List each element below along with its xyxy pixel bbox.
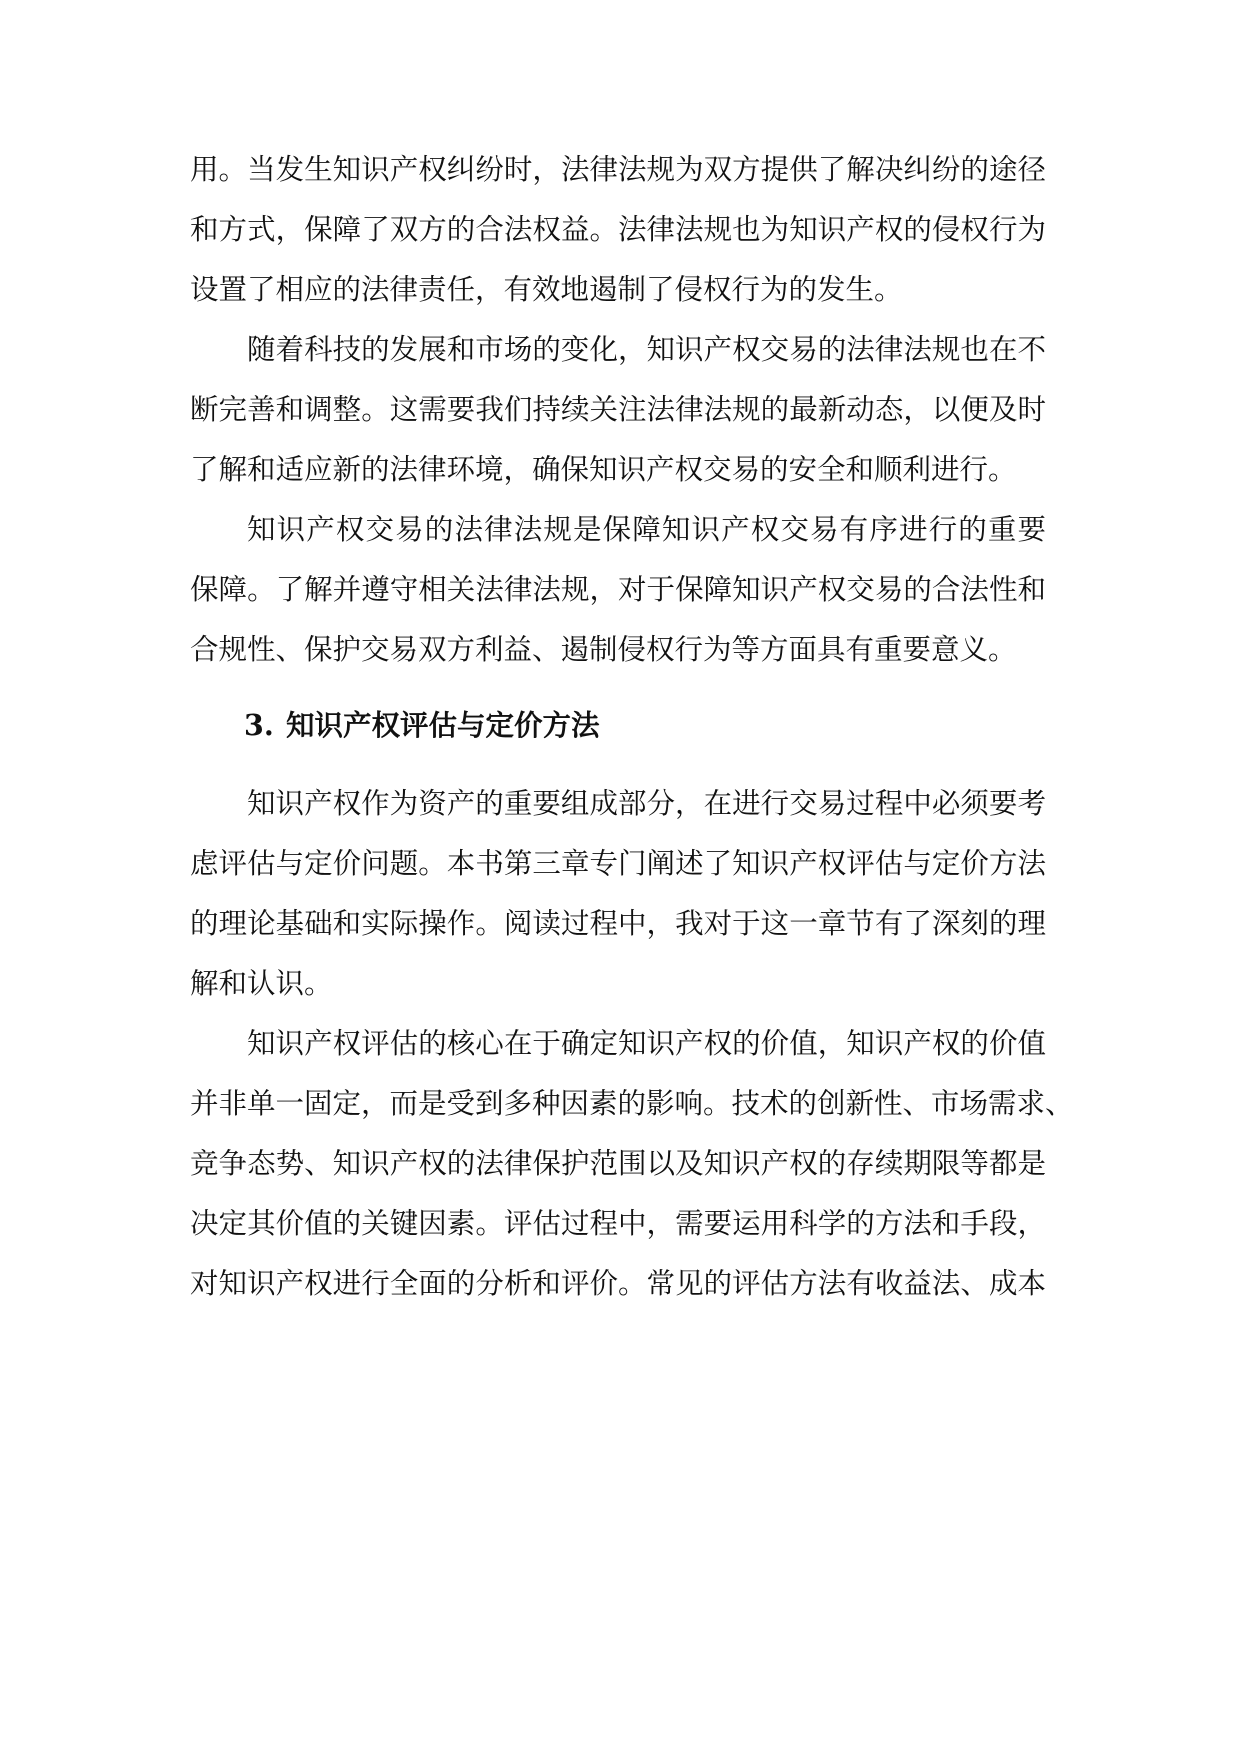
text-line: 并非单一固定，而是受到多种因素的影响。技术的创新性、市场需求、 (190, 1087, 1074, 1120)
paragraph (190, 1014, 1074, 1314)
text-line: 了解和适应新的法律环境，确保知识产权交易的安全和顺利进行。 (190, 453, 1017, 486)
section-number: 3. (244, 708, 274, 742)
text-line: 知识产权评估的核心在于确定知识产权的价值，知识产权的价值 (247, 1027, 1046, 1060)
text-line: 决定其价值的关键因素。评估过程中，需要运用科学的方法和手段， (190, 1207, 1046, 1240)
paragraph (190, 774, 1046, 1014)
text-line: 的理论基础和实际操作。阅读过程中，我对于这一章节有了深刻的理 (190, 907, 1046, 940)
body-text (190, 140, 1074, 1314)
text-line: 断完善和调整。这需要我们持续关注法律法规的最新动态，以便及时 (190, 393, 1046, 426)
text-line: 随着科技的发展和市场的变化，知识产权交易的法律法规也在不 (247, 333, 1046, 366)
section-heading (190, 695, 1046, 755)
text-line: 保障。了解并遵守相关法律法规，对于保障知识产权交易的合法性和 (190, 573, 1046, 606)
text-line: 合规性、保护交易双方利益、遏制侵权行为等方面具有重要意义。 (190, 633, 1017, 666)
section-title: 知识产权评估与定价方法 (286, 708, 600, 742)
text-line: 和方式，保障了双方的合法权益。法律法规也为知识产权的侵权行为 (190, 213, 1046, 246)
paragraph (190, 140, 1046, 320)
text-line: 对知识产权进行全面的分析和评价。常见的评估方法有收益法、成本 (190, 1267, 1046, 1300)
text-line: 虑评估与定价问题。本书第三章专门阐述了知识产权评估与定价方法 (190, 847, 1046, 880)
paragraph (190, 320, 1046, 500)
text-line: 用。当发生知识产权纠纷时，法律法规为双方提供了解决纠纷的途径 (190, 153, 1046, 186)
text-line: 竞争态势、知识产权的法律保护范围以及知识产权的存续期限等都是 (190, 1147, 1046, 1180)
text-line: 知识产权交易的法律法规是保障知识产权交易有序进行的重要 (247, 513, 1046, 546)
text-line: 设置了相应的法律责任，有效地遏制了侵权行为的发生。 (190, 273, 903, 306)
text-line: 解和认识。 (190, 967, 333, 1000)
text-line: 知识产权作为资产的重要组成部分，在进行交易过程中必须要考 (247, 787, 1046, 820)
paragraph (190, 500, 1046, 680)
